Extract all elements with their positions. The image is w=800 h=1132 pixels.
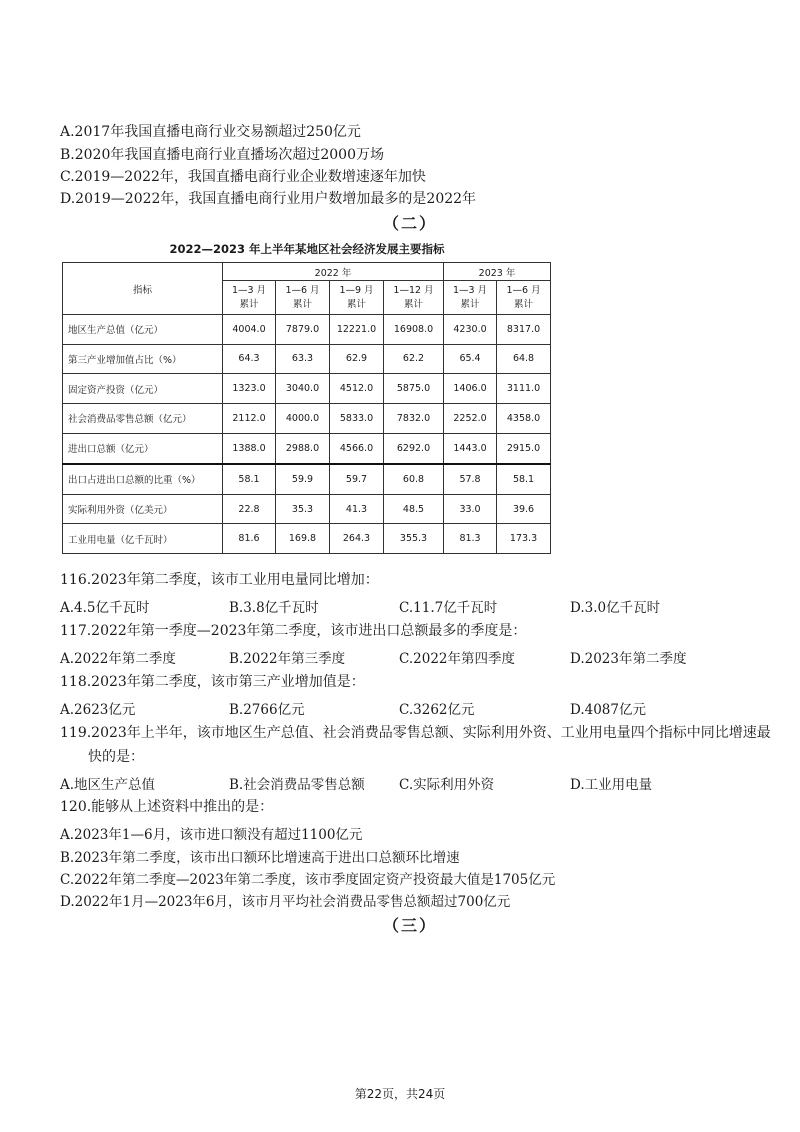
cell: 3111.0 [497,374,551,404]
prev-option-d: D.2019—2022年，我国直播电商行业用户数增加最多的是2022年 [60,191,477,207]
question-120-stem: 120.能够从上述资料中推出的是： [60,799,274,815]
cell: 4000.0 [276,403,330,433]
table-row [63,433,551,464]
section-heading-3: （三） [383,916,438,935]
question-117-option-a[interactable]: A.2022年第二季度 [60,651,176,667]
question-116-stem: 116.2023年第二季度，该市工业用电量同比增加： [60,572,379,588]
cell: 22.8 [223,494,276,524]
period-header: 1—6 月 累计 [497,281,551,315]
question-117-stem: 117.2022年第一季度—2023年第二季度，该市进出口总额最多的季度是： [60,623,527,639]
table-row [63,494,551,524]
period-header: 1—12 月 累计 [384,281,444,315]
indicator-header: 指标 [63,263,223,315]
cell: 64.3 [223,344,276,374]
cell: 7879.0 [276,315,330,345]
cell: 1406.0 [444,374,497,404]
cell: 355.3 [384,524,444,554]
row-label: 出口占进出口总额的比重（%） [63,464,223,495]
cell: 169.8 [276,524,330,554]
table-row [63,403,551,433]
cell: 2252.0 [444,403,497,433]
question-119-stem: 119.2023年上半年，该市地区生产总值、社会消费品零售总额、实际利用外资、工业用电量四个指标中同比增速最 [60,725,771,741]
cell: 59.9 [276,464,330,495]
question-116-option-c[interactable]: C.11.7亿千瓦时 [399,600,498,616]
cell: 33.0 [444,494,497,524]
cell: 63.3 [276,344,330,374]
cell: 59.7 [330,464,384,495]
cell: 4512.0 [330,374,384,404]
cell: 5875.0 [384,374,444,404]
cell: 81.6 [223,524,276,554]
cell: 41.3 [330,494,384,524]
cell: 62.9 [330,344,384,374]
question-119-option-c[interactable]: C.实际利用外资 [399,777,495,793]
table-row [63,315,551,345]
prev-option-c: C.2019—2022年，我国直播电商行业企业数增速逐年加快 [60,169,426,185]
cell: 7832.0 [384,403,444,433]
cell: 173.3 [497,524,551,554]
table-row [63,344,551,374]
cell: 35.3 [276,494,330,524]
row-label: 地区生产总值（亿元） [63,315,223,345]
period-header: 1—6 月 累计 [276,281,330,315]
question-119-option-a[interactable]: A.地区生产总值 [60,777,156,793]
section-heading-2: （二） [383,214,438,233]
question-119-option-b[interactable]: B.社会消费品零售总额 [229,777,365,793]
question-120-option-d[interactable]: D.2022年1月—2023年6月，该市月平均社会消费品零售总额超过700亿元 [60,894,511,910]
year-2023-header: 2023 年 [444,263,551,281]
row-label: 进出口总额（亿元） [63,433,223,464]
question-118-stem: 118.2023年第二季度，该市第三产业增加值是： [60,674,365,690]
question-120-option-c[interactable]: C.2022年第二季度—2023年第二季度，该市季度固定资产投资最大值是1705亿元 [60,872,556,888]
cell: 1323.0 [223,374,276,404]
question-117-option-b[interactable]: B.2022年第三季度 [229,651,346,667]
page-footer: 第22页，共24页 [354,1087,446,1101]
year-2022-header: 2022 年 [223,263,444,281]
question-117-option-c[interactable]: C.2022年第四季度 [399,651,515,667]
table-row [63,524,551,554]
question-119-option-d[interactable]: D.工业用电量 [570,777,653,793]
question-118-option-c[interactable]: C.3262亿元 [399,702,475,718]
cell: 4004.0 [223,315,276,345]
row-label: 实际利用外资（亿美元） [63,494,223,524]
cell: 3040.0 [276,374,330,404]
question-120-option-b[interactable]: B.2023年第二季度，该市出口额环比增速高于进出口总额环比增速 [60,850,460,866]
row-label: 第三产业增加值占比（%） [63,344,223,374]
cell: 62.2 [384,344,444,374]
row-label: 社会消费品零售总额（亿元） [63,403,223,433]
cell: 39.6 [497,494,551,524]
period-header: 1—3 月 累计 [223,281,276,315]
cell: 2915.0 [497,433,551,464]
table-title: 2022—2023 年上半年某地区社会经济发展主要指标 [169,242,445,256]
cell: 58.1 [497,464,551,495]
period-header: 1—3 月 累计 [444,281,497,315]
cell: 64.8 [497,344,551,374]
table-row [63,464,551,495]
question-119-stem-cont: 快的是： [88,749,144,765]
cell: 12221.0 [330,315,384,345]
prev-option-a: A.2017年我国直播电商行业交易额超过250亿元 [60,124,361,140]
cell: 4566.0 [330,433,384,464]
cell: 8317.0 [497,315,551,345]
question-118-option-d[interactable]: D.4087亿元 [570,702,646,718]
cell: 48.5 [384,494,444,524]
row-label: 工业用电量（亿千瓦时） [63,524,223,554]
cell: 1388.0 [223,433,276,464]
question-118-option-b[interactable]: B.2766亿元 [229,702,305,718]
period-header: 1—9 月 累计 [330,281,384,315]
cell: 4358.0 [497,403,551,433]
prev-option-b: B.2020年我国直播电商行业直播场次超过2000万场 [60,147,384,163]
question-116-option-d[interactable]: D.3.0亿千瓦时 [570,600,661,616]
cell: 5833.0 [330,403,384,433]
cell: 58.1 [223,464,276,495]
cell: 6292.0 [384,433,444,464]
cell: 1443.0 [444,433,497,464]
question-116-option-a[interactable]: A.4.5亿千瓦时 [60,600,150,616]
cell: 65.4 [444,344,497,374]
question-120-option-a[interactable]: A.2023年1—6月，该市进口额没有超过1100亿元 [60,827,363,843]
table-row [63,374,551,404]
cell: 16908.0 [384,315,444,345]
cell: 60.8 [384,464,444,495]
row-label: 固定资产投资（亿元） [63,374,223,404]
cell: 57.8 [444,464,497,495]
question-118-option-a[interactable]: A.2623亿元 [60,702,136,718]
question-117-option-d[interactable]: D.2023年第二季度 [570,651,687,667]
indicator-table [62,262,551,554]
cell: 2112.0 [223,403,276,433]
cell: 264.3 [330,524,384,554]
cell: 4230.0 [444,315,497,345]
cell: 2988.0 [276,433,330,464]
cell: 81.3 [444,524,497,554]
question-116-option-b[interactable]: B.3.8亿千瓦时 [229,600,319,616]
